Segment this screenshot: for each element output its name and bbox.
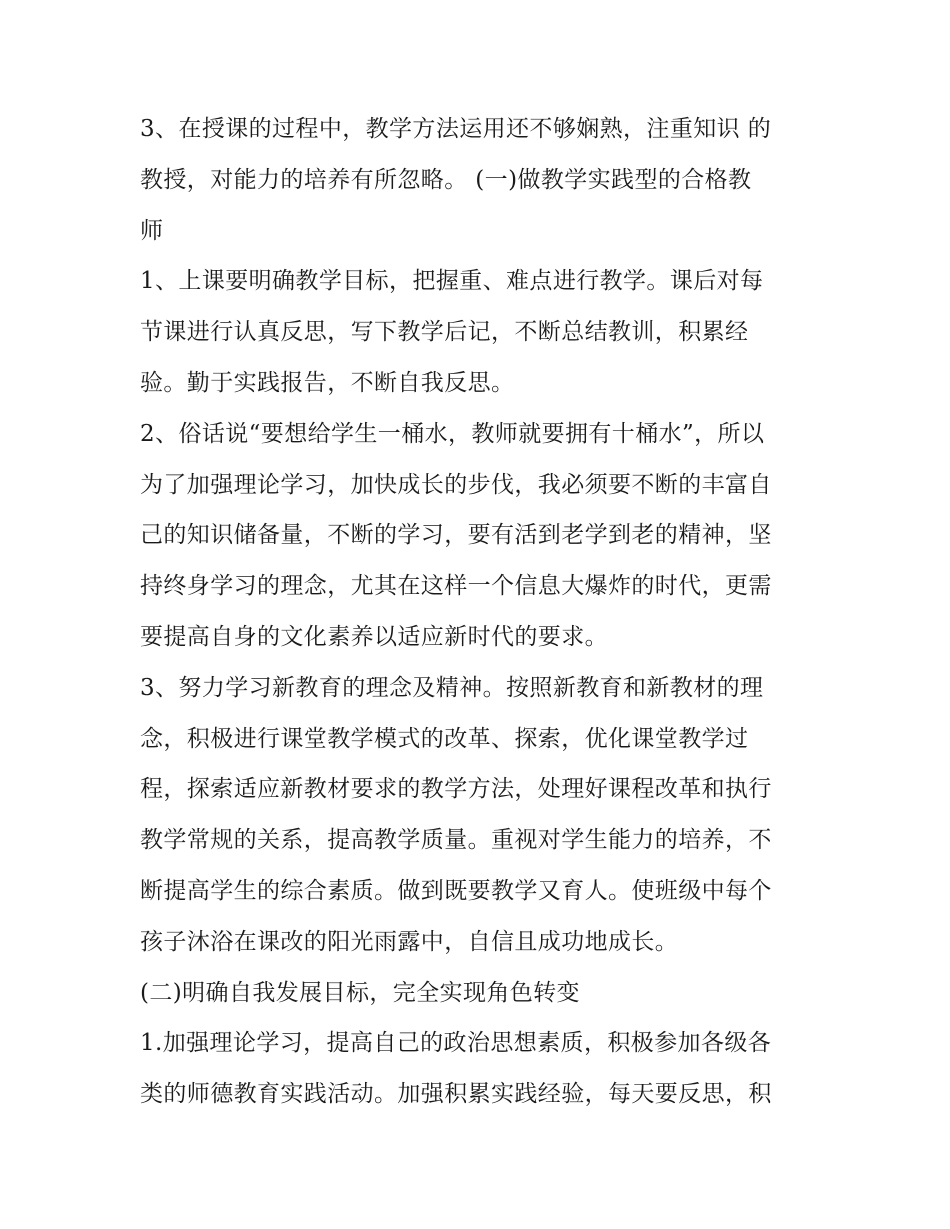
text-line-1: 3、在授课的过程中，教学方法运用还不够娴熟，注重知识 的	[140, 116, 772, 142]
text-line-15: 教学常规的关系，提高教学质量。重视对学生能力的培养，不	[140, 827, 772, 854]
text-line-9: 己的知识储备量，不断的学习，要有活到老学到老的精神，坚	[140, 522, 772, 549]
document-body	[140, 104, 820, 1120]
text-line-20: 类的师德教育实践活动。加强积累实践经验，每天要反思，积	[140, 1081, 772, 1108]
text-line-2: 教授，对能力的培养有所忽略。 (一)做教学实践型的合格教	[140, 166, 752, 193]
text-line-19: 1.加强理论学习，提高自己的政治思想素质，积极参加各级各	[140, 1030, 772, 1057]
text-line-13: 念，积极进行课堂教学模式的改革、探索，优化课堂教学过	[140, 725, 749, 752]
text-line-18: (二)明确自我发展目标，完全实现角色转变	[140, 979, 580, 1006]
text-line-14: 程，探索适应新教材要求的教学方法，处理好课程改革和执行	[140, 776, 772, 803]
text-line-3: 师	[140, 217, 164, 244]
text-line-11: 要提高自身的文化素养以适应新时代的要求。	[140, 623, 608, 650]
text-line-4: 1、上课要明确教学目标，把握重、难点进行教学。课后对每	[140, 268, 764, 295]
text-line-6: 验。勤于实践报告，不断自我反思。	[140, 369, 515, 396]
text-line-17: 孩子沐浴在课改的阳光雨露中，自信且成功地成长。	[140, 928, 679, 955]
text-line-12: 3、努力学习新教育的理念及精神。按照新教育和新教材的理	[140, 674, 764, 701]
text-line-8: 为了加强理论学习，加快成长的步伐，我必须要不断的丰富自	[140, 471, 772, 498]
text-line-16: 断提高学生的综合素质。做到既要教学又育人。使班级中每个	[140, 877, 772, 904]
text-line-7: 2、俗话说“要想给学生一桶水，教师就要拥有十桶水”，所以	[140, 420, 765, 447]
text-line-10: 持终身学习的理念，尤其在这样一个信息大爆炸的时代，更需	[140, 573, 772, 600]
text-line-5: 节课进行认真反思，写下教学后记，不断总结教训，积累经	[140, 319, 749, 346]
